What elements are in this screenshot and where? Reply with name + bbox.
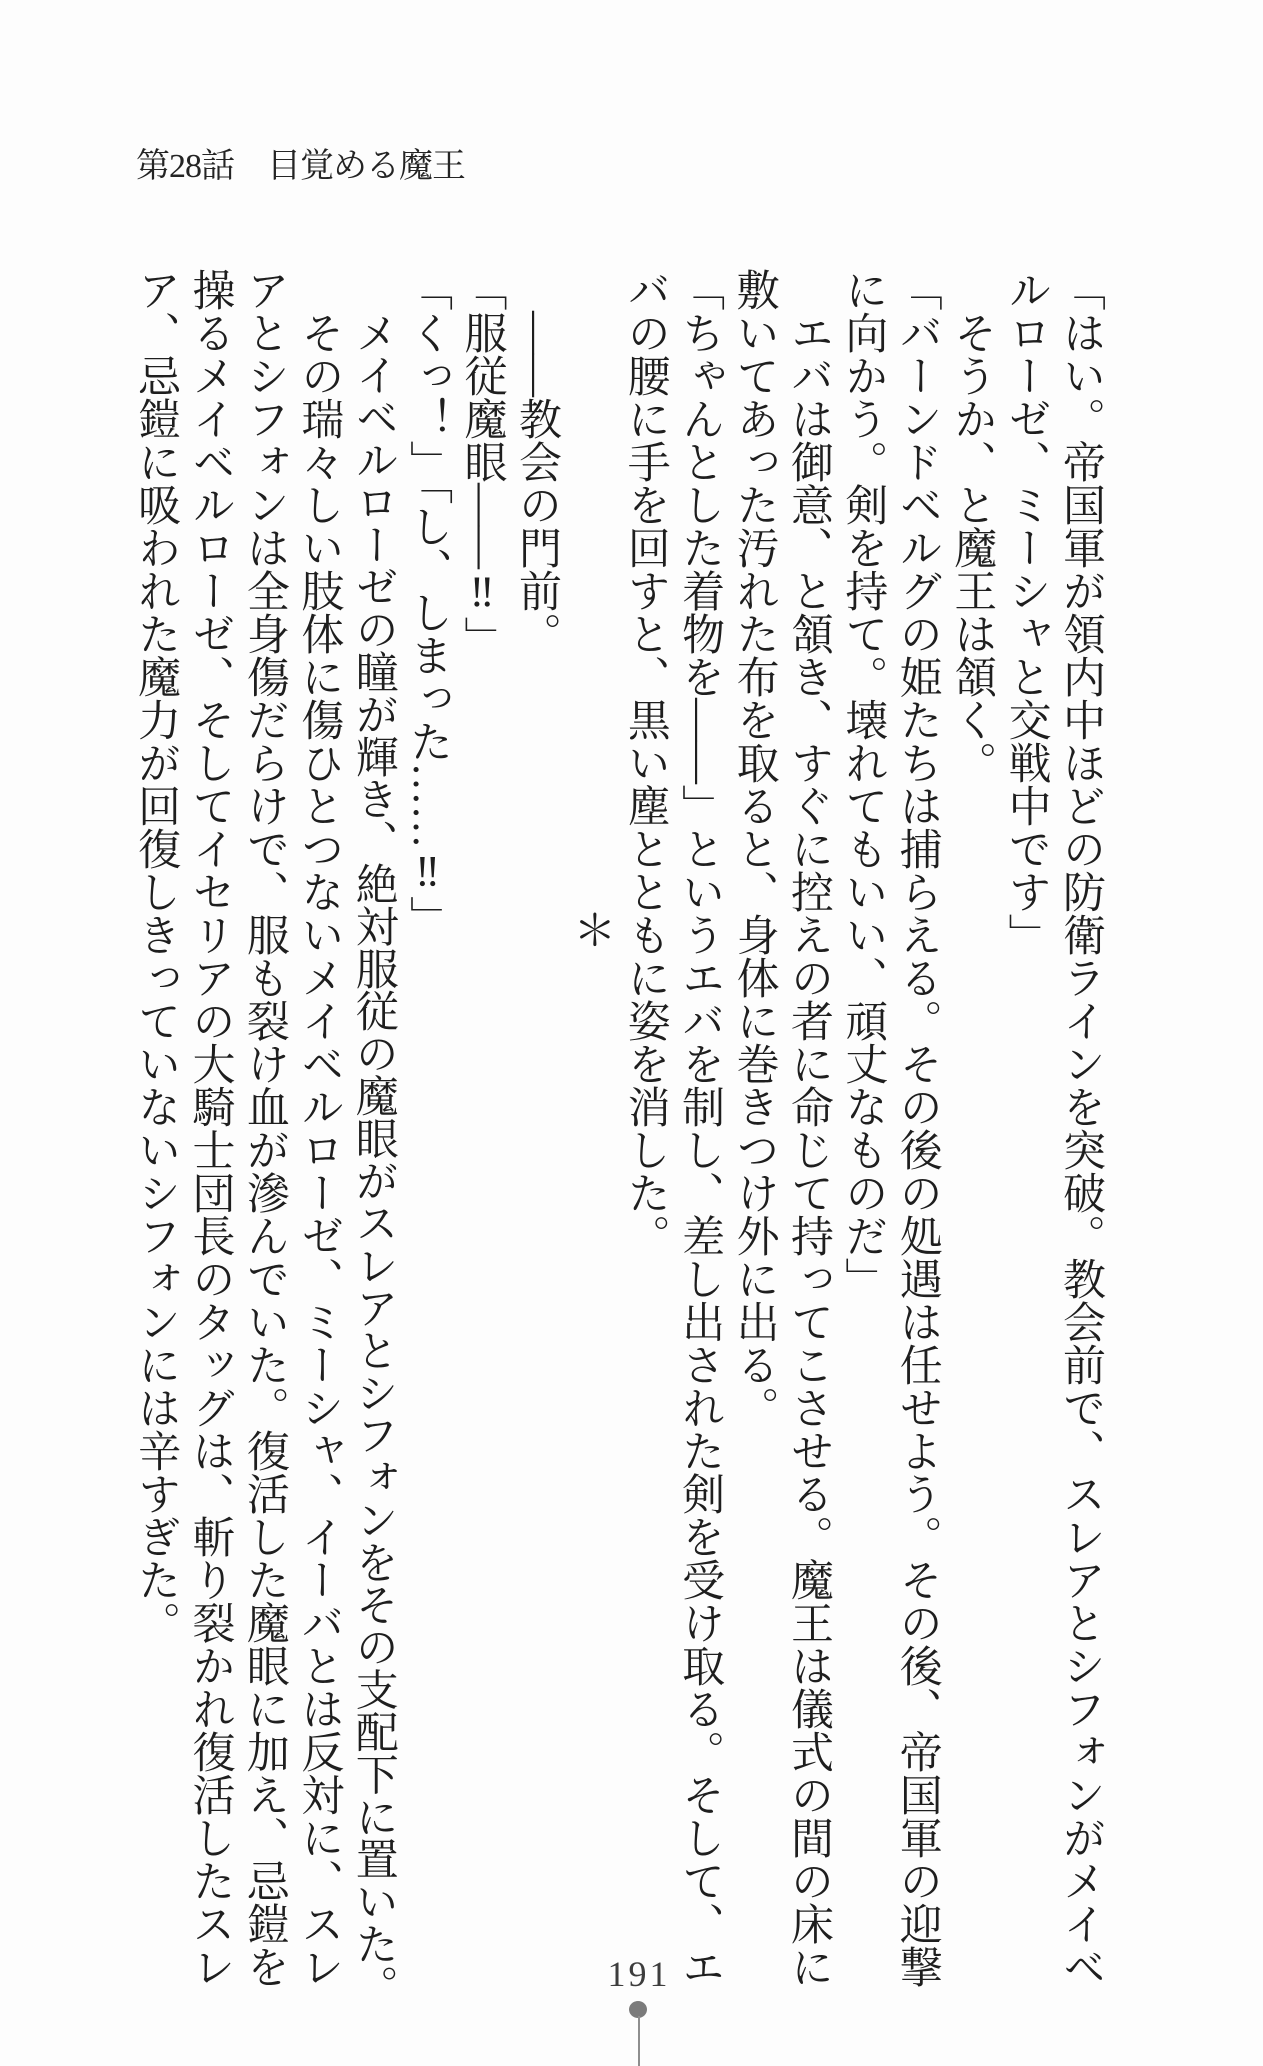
text-line: バの腰に手を回すと、黒い塵とともに姿を消した。 bbox=[621, 268, 669, 1257]
text-line: その瑞々しい肢体に傷ひとつないメイベルローゼ、ミーシャ、イーバとは反対に、スレ bbox=[295, 311, 343, 1988]
text-line: アとシフォンは全身傷だらけで、服も裂け血が滲んでいた。復活した魔眼に加え、忌鎧を bbox=[240, 268, 288, 1988]
text-line: エバは御意、と頷き、すぐに控えの者に命じて持ってこさせる。魔王は儀式の間の床に bbox=[784, 311, 832, 1988]
text-line: ――教会の門前。 bbox=[512, 311, 560, 655]
text-line: メイベルローゼの瞳が輝き、絶対服従の魔眼がスレアとシフォンをその支配下に置いた。 bbox=[349, 311, 397, 2008]
text-line: 「はい。帝国軍が領内中ほどの防衛ラインを突破。教会前で、スレアとシフォンがメイベ bbox=[1057, 268, 1104, 1988]
pointer-marker-line bbox=[638, 2016, 640, 2066]
text-block bbox=[126, 268, 1107, 2060]
text-line: 「バーンドベルグの姫たちは捕らえる。その後の処遇は任せよう。その後、帝国軍の迎撃 bbox=[893, 268, 941, 1988]
chapter-header: 第28話 目覚める魔王 bbox=[136, 148, 465, 185]
text-line: 操るメイベルローゼ、そしてイセリアの大騎士団長のタッグは、斬り裂かれ復活したスレ bbox=[186, 268, 234, 1988]
text-line: に向かう。剣を持て。壊れてもいい、頑丈なものだ」 bbox=[839, 268, 887, 1300]
text-line: ルローゼ、ミーシャと交戦中です」 bbox=[1002, 268, 1050, 956]
page-number: 191 bbox=[607, 1954, 671, 1994]
text-line: 「服従魔眼――‼」 bbox=[458, 268, 506, 659]
text-line: ア、忌鎧に吸われた魔力が回復しきっていないシフォンには辛すぎた。 bbox=[132, 268, 180, 1644]
section-break-asterisk: ＊ bbox=[567, 908, 615, 951]
text-line: 敷いてあった汚れた布を取ると、身体に巻きつけ外に出る。 bbox=[730, 268, 778, 1429]
text-line: 「くっ！」「し、しまった……‼」 bbox=[404, 268, 452, 939]
text-line: そうか、と魔王は頷く。 bbox=[948, 311, 996, 784]
text-line: 「ちゃんとした着物を――」というエバを制し、差し出された剣を受け取る。そして、エ bbox=[676, 268, 724, 1988]
